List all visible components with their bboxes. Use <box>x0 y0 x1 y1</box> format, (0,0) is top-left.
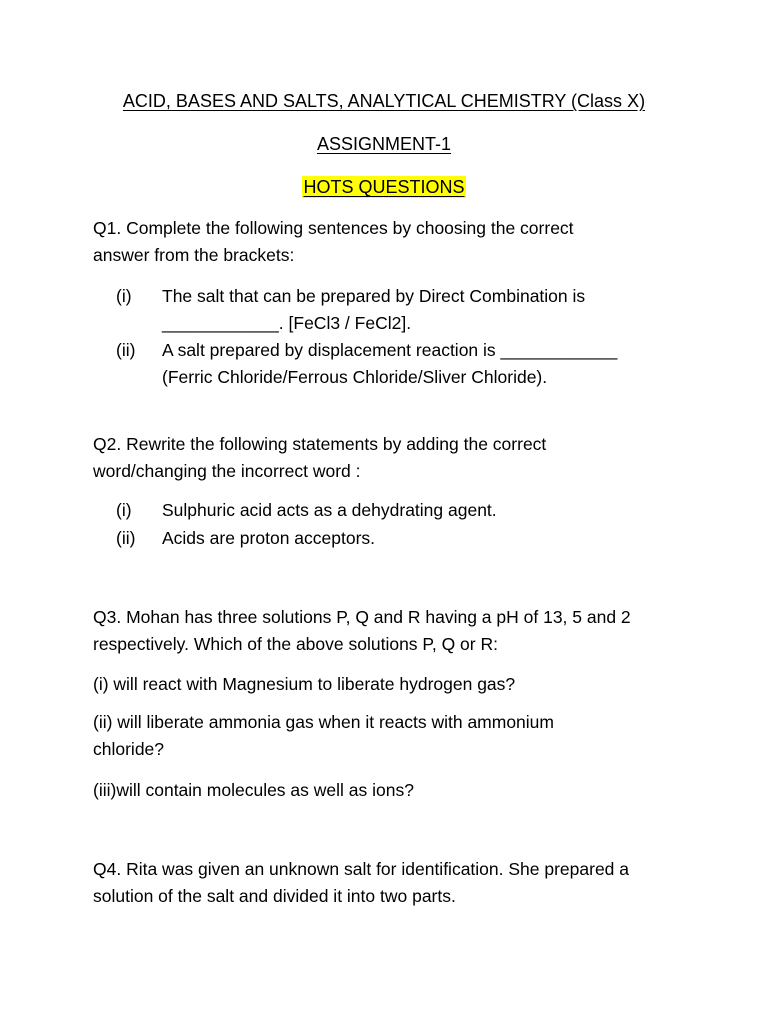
q1-item-1-text-cont: ____________. [FeCl3 / FeCl2]. <box>162 313 412 333</box>
document-title: ACID, BASES AND SALTS, ANALYTICAL CHEMISTRY (Class X) <box>122 91 646 111</box>
q1-item-2-text: A salt prepared by displacement reaction is ____________ <box>162 340 618 360</box>
q2-item-1-text: Sulphuric acid acts as a dehydrating agent. <box>162 500 497 520</box>
q2-item-1-number: (i) <box>116 500 132 520</box>
section-heading: HOTS QUESTIONS <box>303 177 465 197</box>
q1-item-2-number: (ii) <box>116 340 136 360</box>
assignment-heading: ASSIGNMENT-1 <box>316 134 452 154</box>
section-heading-wrap <box>0 175 768 199</box>
q2-line-1: Q2. Rewrite the following statements by adding the correct <box>93 434 547 454</box>
q1-item-1-text: The salt that can be prepared by Direct Combination is <box>162 286 586 306</box>
q2-item-2-number: (ii) <box>116 528 136 548</box>
q3-part-3: (iii)will contain molecules as well as ions? <box>93 780 414 800</box>
q2-item-2-text: Acids are proton acceptors. <box>162 528 376 548</box>
q4-line-2: solution of the salt and divided it into two parts. <box>93 886 456 906</box>
q4-line-1: Q4. Rita was given an unknown salt for identification. She prepared a <box>93 859 630 879</box>
q1-line-2: answer from the brackets: <box>93 245 295 265</box>
q1-item-1-number: (i) <box>116 286 132 306</box>
q3-part-2: (ii) will liberate ammonia gas when it reacts with ammonium <box>93 712 554 732</box>
q3-line-2: respectively. Which of the above solutions P, Q or R: <box>93 634 498 654</box>
q3-part-2-cont: chloride? <box>93 739 165 759</box>
q3-part-1: (i) will react with Magnesium to liberate hydrogen gas? <box>93 674 516 694</box>
q1-line-1: Q1. Complete the following sentences by choosing the correct <box>93 218 574 238</box>
q3-line-1: Q3. Mohan has three solutions P, Q and R having a pH of 13, 5 and 2 <box>93 607 631 627</box>
q2-line-2: word/changing the incorrect word : <box>93 461 361 481</box>
q1-item-2-text-cont: (Ferric Chloride/Ferrous Chloride/Sliver Chloride). <box>162 367 548 387</box>
